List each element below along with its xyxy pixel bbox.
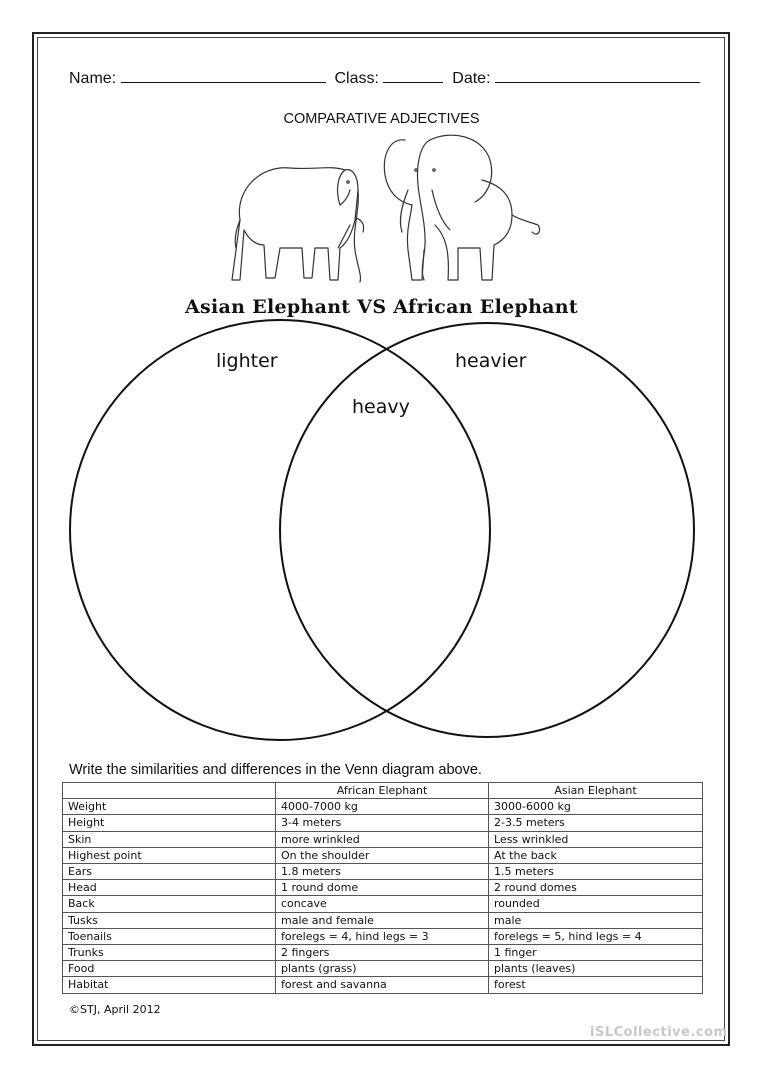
table-cell: plants (grass)	[276, 961, 489, 977]
table-row	[63, 831, 703, 847]
table-cell: forelegs = 5, hind legs = 4	[489, 928, 703, 944]
table-cell: 1.8 meters	[276, 864, 489, 880]
table-cell: plants (leaves)	[489, 961, 703, 977]
diagram-title: Asian Elephant VS African Elephant	[185, 296, 578, 318]
name-blank[interactable]	[121, 68, 326, 83]
class-label: Class:	[334, 70, 379, 87]
table-cell: Skin	[63, 831, 276, 847]
table-header-cell	[63, 783, 276, 799]
table-cell: Less wrinkled	[489, 831, 703, 847]
table-header-row	[63, 783, 703, 799]
table-cell: Trunks	[63, 945, 276, 961]
table-header-cell: Asian Elephant	[489, 783, 703, 799]
table-cell: Highest point	[63, 847, 276, 863]
venn-middle-label: heavy	[352, 396, 410, 418]
elephants-illustration	[220, 130, 550, 290]
table-cell: 3000-6000 kg	[489, 799, 703, 815]
watermark-text: iSLCollective.com	[590, 1025, 728, 1040]
table-cell: 3-4 meters	[276, 815, 489, 831]
asian-elephant-drawing	[232, 168, 364, 282]
venn-right-label: heavier	[455, 350, 527, 372]
date-label: Date:	[452, 70, 491, 87]
table-cell: male	[489, 912, 703, 928]
table-cell: 2 round domes	[489, 880, 703, 896]
table-row	[63, 799, 703, 815]
table-cell: rounded	[489, 896, 703, 912]
table-cell: 4000-7000 kg	[276, 799, 489, 815]
table-cell: forest and savanna	[276, 977, 489, 993]
table-cell: 1.5 meters	[489, 864, 703, 880]
table-row	[63, 896, 703, 912]
table-cell: 2 fingers	[276, 945, 489, 961]
name-label: Name:	[69, 70, 117, 87]
table-cell: male and female	[276, 912, 489, 928]
table-row	[63, 961, 703, 977]
table-cell: Toenails	[63, 928, 276, 944]
table-row	[63, 945, 703, 961]
table-cell: forelegs = 4, hind legs = 3	[276, 928, 489, 944]
table-cell: Food	[63, 961, 276, 977]
table-cell: 2-3.5 meters	[489, 815, 703, 831]
table-row	[63, 847, 703, 863]
venn-left-label: lighter	[216, 350, 278, 372]
class-blank[interactable]	[383, 68, 443, 83]
table-cell: Back	[63, 896, 276, 912]
table-cell: more wrinkled	[276, 831, 489, 847]
table-row	[63, 928, 703, 944]
table-cell: Ears	[63, 864, 276, 880]
table-cell: At the back	[489, 847, 703, 863]
table-cell: 1 finger	[489, 945, 703, 961]
table-row	[63, 880, 703, 896]
table-cell: On the shoulder	[276, 847, 489, 863]
table-row	[63, 977, 703, 993]
date-blank[interactable]	[495, 68, 700, 83]
african-elephant-drawing	[384, 135, 539, 280]
table-cell: Habitat	[63, 977, 276, 993]
instructions-text: Write the similarities and differences in the Venn diagram above.	[69, 762, 482, 778]
table-cell: concave	[276, 896, 489, 912]
table-cell: Tusks	[63, 912, 276, 928]
table-cell: Weight	[63, 799, 276, 815]
table-cell: Height	[63, 815, 276, 831]
comparison-table	[62, 782, 703, 994]
table-cell: 1 round dome	[276, 880, 489, 896]
table-cell: Head	[63, 880, 276, 896]
table-row	[63, 815, 703, 831]
worksheet-subtitle: COMPARATIVE ADJECTIVES	[283, 111, 480, 127]
student-info-line	[69, 68, 700, 88]
copyright-text: ©STJ, April 2012	[69, 1003, 161, 1016]
table-cell: forest	[489, 977, 703, 993]
table-row	[63, 912, 703, 928]
table-row	[63, 864, 703, 880]
table-header-cell: African Elephant	[276, 783, 489, 799]
